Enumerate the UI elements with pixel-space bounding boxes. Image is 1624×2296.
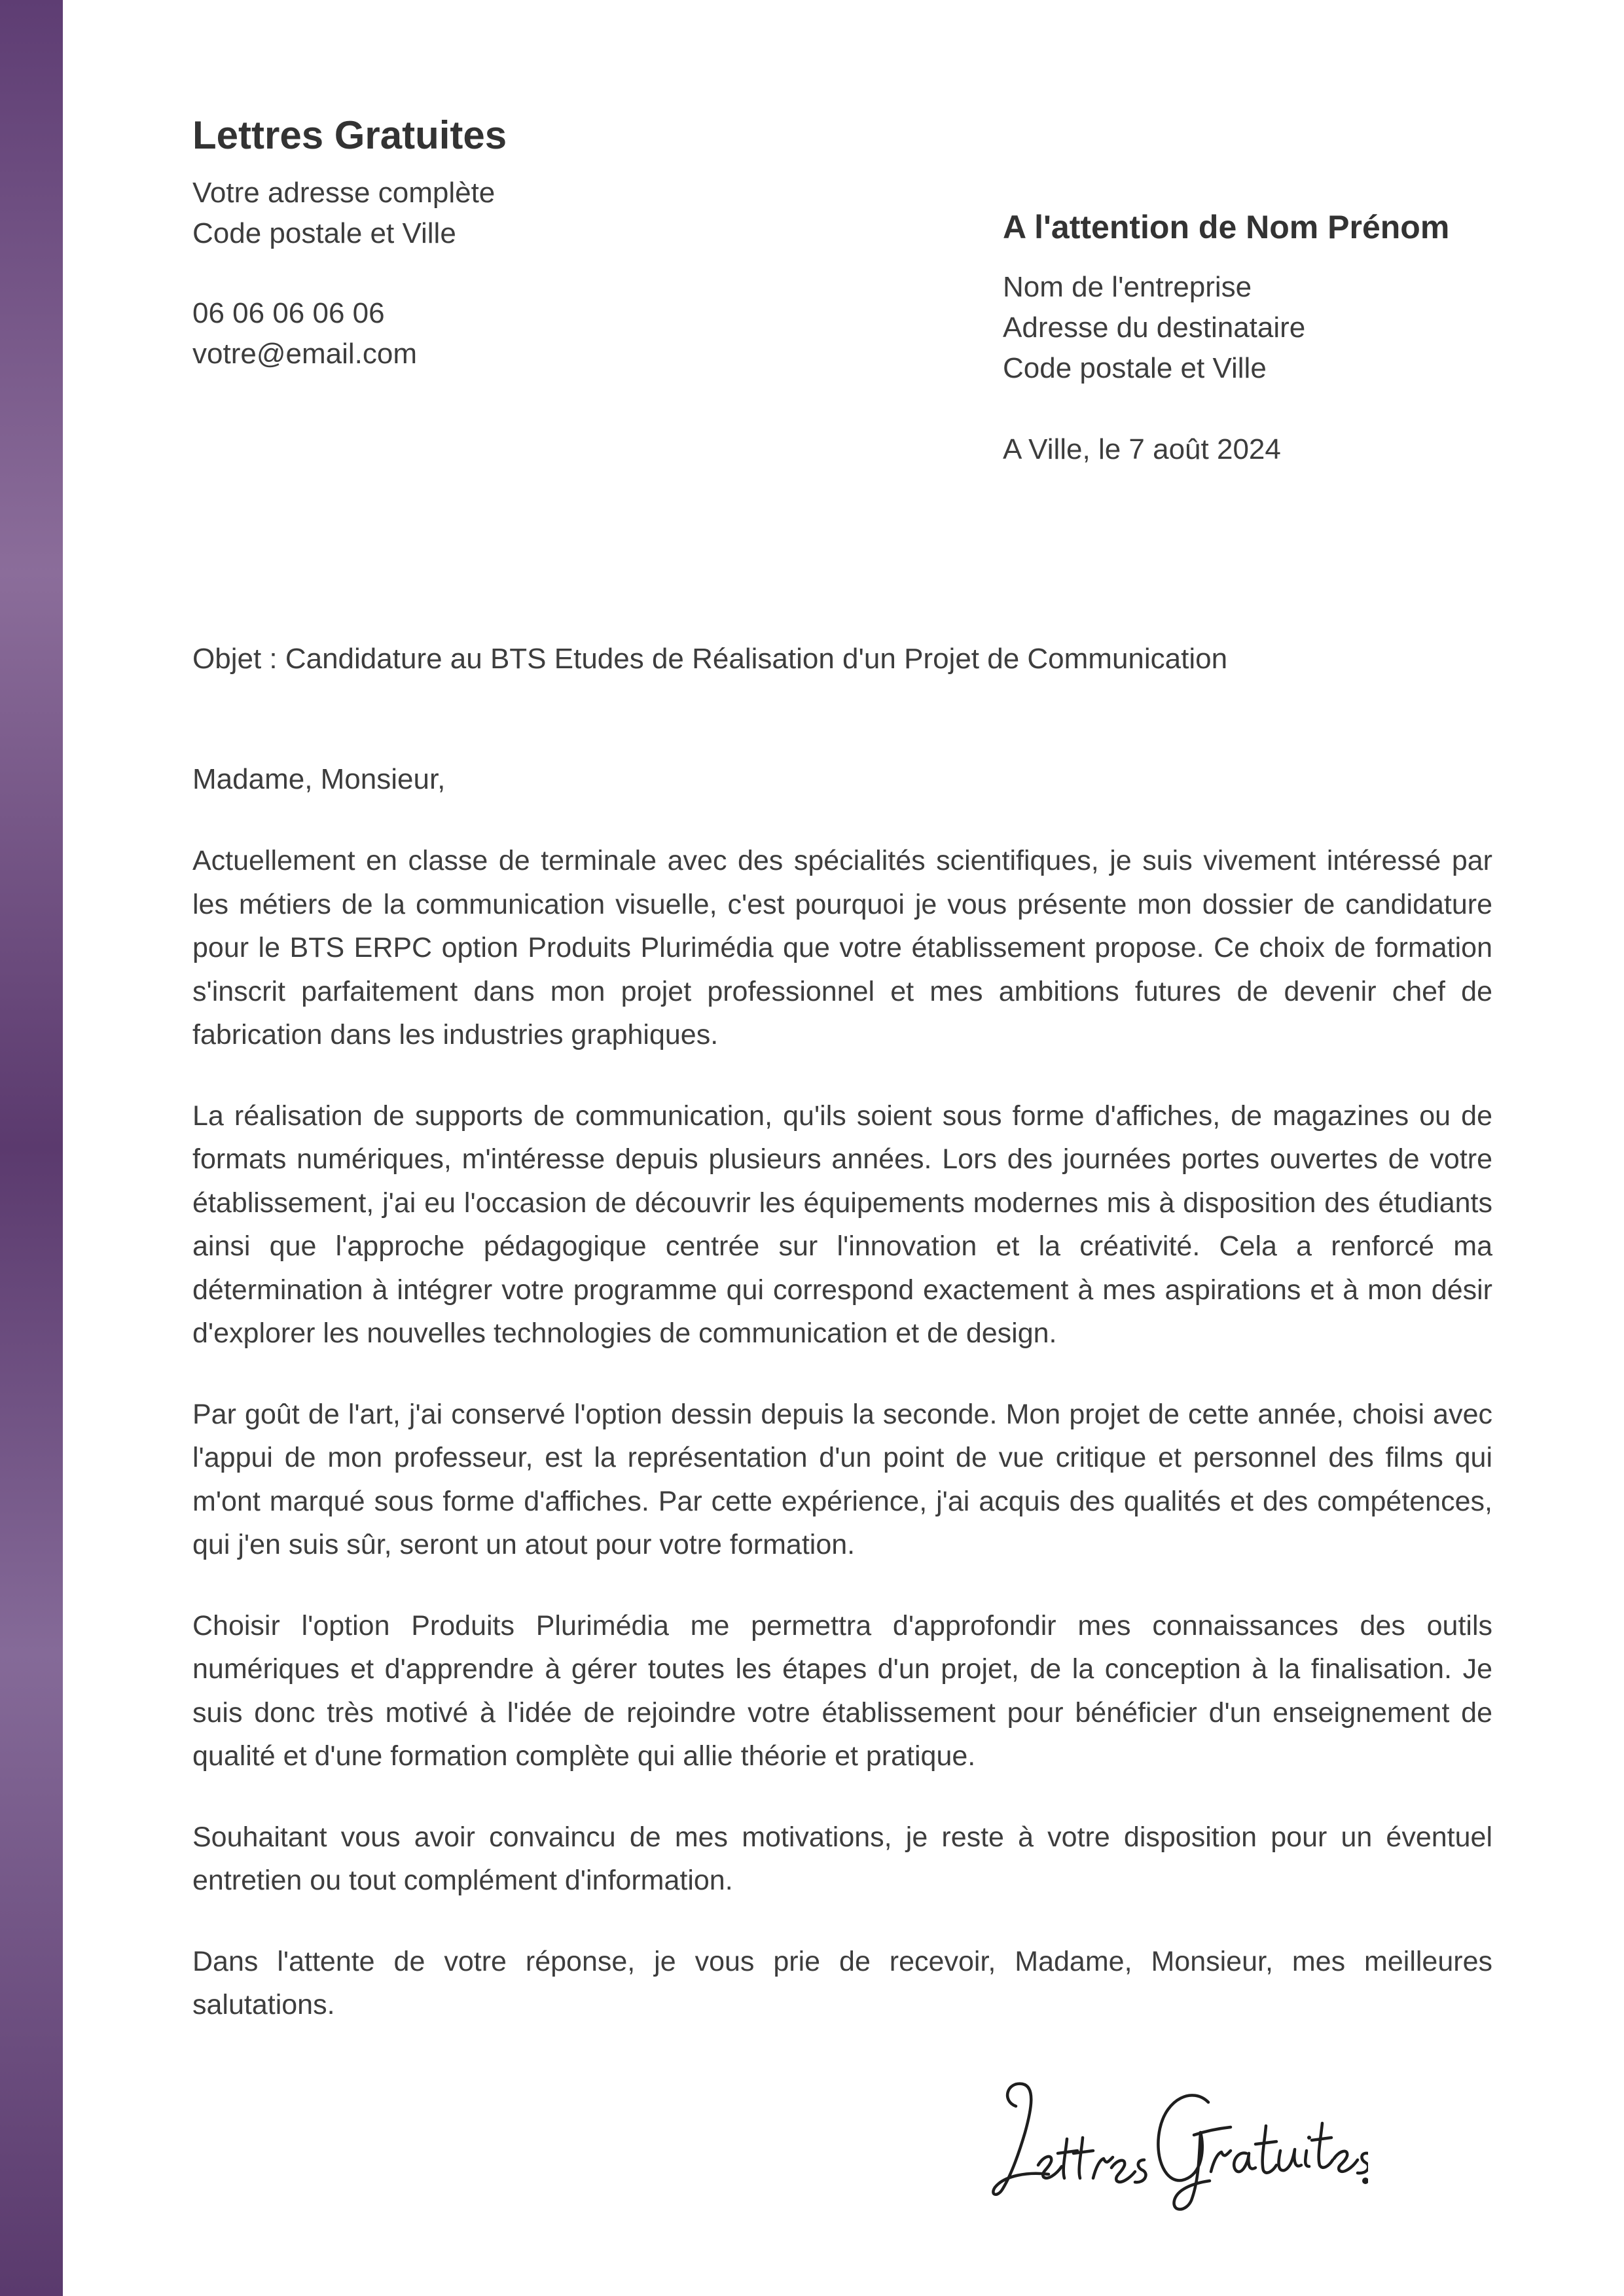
letter-body: [192, 839, 1492, 2064]
body-paragraph: Par goût de l'art, j'ai conservé l'option dessin depuis la seconde. Mon projet de cette année, choisi avec l'appui de mon professeur, est la représentation d'un point de vue critique et personnel des films qui m'ont marqué sous forme d'affiches. Par cette expérience, j'ai acquis des qualités et des compétences, qui j'en suis sûr, seront un atout pour votre formation.: [192, 1398, 1492, 1560]
sender-address-line1: Votre adresse complète: [192, 177, 496, 209]
recipient-address: Adresse du destinataire: [1003, 312, 1306, 344]
recipient-city: Code postale et Ville: [1003, 352, 1267, 384]
sender-email: votre@email.com: [192, 338, 417, 370]
recipient-company: Nom de l'entreprise: [1003, 271, 1252, 303]
recipient-attention: A l'attention de Nom Prénom: [1003, 209, 1450, 245]
body-paragraph: Souhaitant vous avoir convaincu de mes motivations, je reste à votre disposition pour un éventuel entretien ou tout complément d'information.: [192, 1821, 1492, 1896]
letter-subject: Objet : Candidature au BTS Etudes de Réalisation d'un Projet de Communication: [192, 643, 1228, 675]
body-paragraph: Actuellement en classe de terminale avec des spécialités scientifiques, je suis vivement intéressé par les métiers de la communication visuelle, c'est pourquoi je vous présente mon dossier de candidature pour le BTS ERPC option Produits Plurimédia que votre établissement propose. Ce choix de formation s'inscrit parfaitement dans mon projet professionnel et mes ambitions futures de devenir chef de fabrication dans les industries graphiques.: [192, 845, 1492, 1050]
sender-name: Lettres Gratuites: [192, 113, 507, 157]
spacer: [192, 254, 495, 293]
sender-address-line2: Code postale et Ville: [192, 217, 456, 249]
body-paragraph: Choisir l'option Produits Plurimédia me permettra d'approfondir mes connaissances des outils numériques et d'apprendre à gérer toutes les étapes d'un projet, de la conception à la finalisation. Je suis donc très motivé à l'idée de rejoindre votre établissement pour bénéficier d'un enseignement de qualité et d'une formation complète qui allie théorie et pratique.: [192, 1609, 1492, 1772]
salutation: Madame, Monsieur,: [192, 763, 446, 795]
body-paragraph: La réalisation de supports de communication, qu'ils soient sous forme d'affiches, de magazines ou de formats numériques, m'intéresse depuis plusieurs années. Lors des journées portes ouvertes de votre établissement, j'ai eu l'occasion de découvrir les équipements modernes mis à disposition des étudiants ainsi que l'approche pédagogique centrée sur l'innovation et la créativité. Cela a renforcé ma détermination à intégrer votre programme qui correspond exactement à mes aspirations et à mon désir d'explorer les nouvelles technologies de communication et de design.: [192, 1100, 1492, 1349]
recipient-address-block: [1003, 267, 1305, 389]
sender-phone: 06 06 06 06 06: [192, 297, 385, 329]
date-line: A Ville, le 7 août 2024: [1003, 433, 1281, 465]
sender-contact-block: [192, 173, 495, 374]
handwritten-signature-icon: [975, 2055, 1368, 2219]
body-paragraph: Dans l'attente de votre réponse, je vous prie de recevoir, Madame, Monsieur, mes meilleures salutations.: [192, 1945, 1492, 2020]
decorative-side-band: [0, 0, 63, 2296]
